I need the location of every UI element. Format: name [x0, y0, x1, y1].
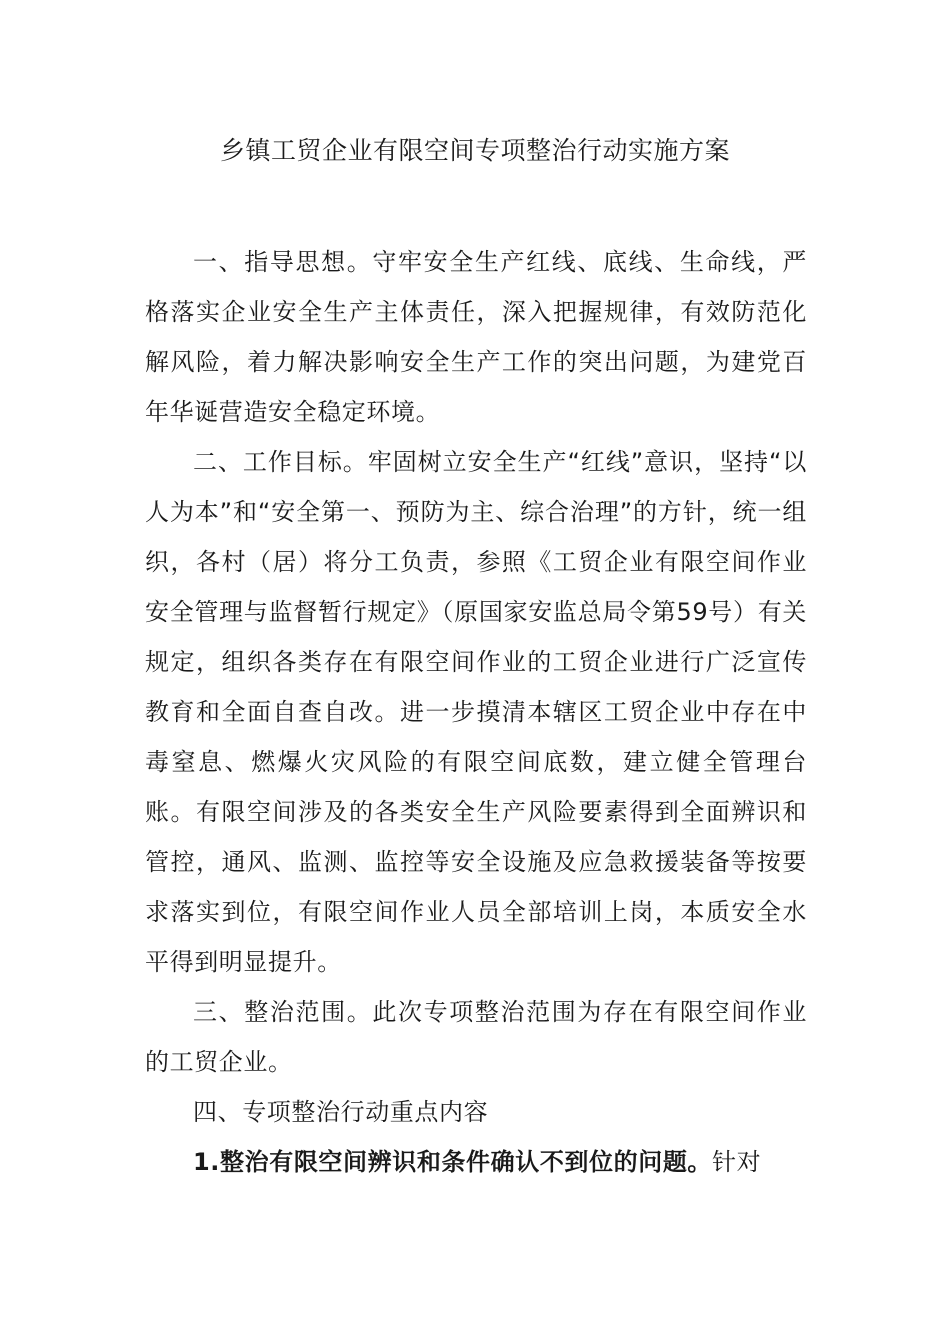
paragraph-item-1 [145, 1137, 807, 1187]
paragraph-work-goals: 二、工作目标。牢固树立安全生产“红线”意识，坚持“以人为本”和“安全第一、预防为主、综合治理”的方针，统一组织，各村（居）将分工负责，参照《工贸企业有限空间作业安全管理与监督暂行规定》（原国家安监总局令第59号）有关规定，组织各类存在有限空间作业的工贸企业进行广泛宣传教育和全面自查自改。进一步摸清本辖区工贸企业中存在中毒窒息、燃爆火灾风险的有限空间底数，建立健全管理台账。有限空间涉及的各类安全生产风险要素得到全面辨识和管控，通风、监测、监控等安全设施及应急救援装备等按要求落实到位，有限空间作业人员全部培训上岗，本质安全水平得到明显提升。 [145, 448, 807, 976]
paragraph-key-content-heading: 四、专项整治行动重点内容 [193, 1098, 489, 1126]
item-1-bold-heading: 1.整治有限空间辨识和条件确认不到位的问题。 [193, 1148, 713, 1176]
document-title: 乡镇工贸企业有限空间专项整治行动实施方案 [219, 136, 730, 165]
document-body [145, 237, 807, 1187]
item-1-text: 针对 [712, 1148, 762, 1176]
paragraph-guiding-ideology: 一、指导思想。守牢安全生产红线、底线、生命线，严格落实企业安全生产主体责任，深入把握规律，有效防范化解风险，着力解决影响安全生产工作的突出问题，为建党百年华诞营造安全稳定环境。 [145, 248, 807, 426]
paragraph-scope: 三、整治范围。此次专项整治范围为存在有限空间作业的工贸企业。 [145, 998, 807, 1076]
